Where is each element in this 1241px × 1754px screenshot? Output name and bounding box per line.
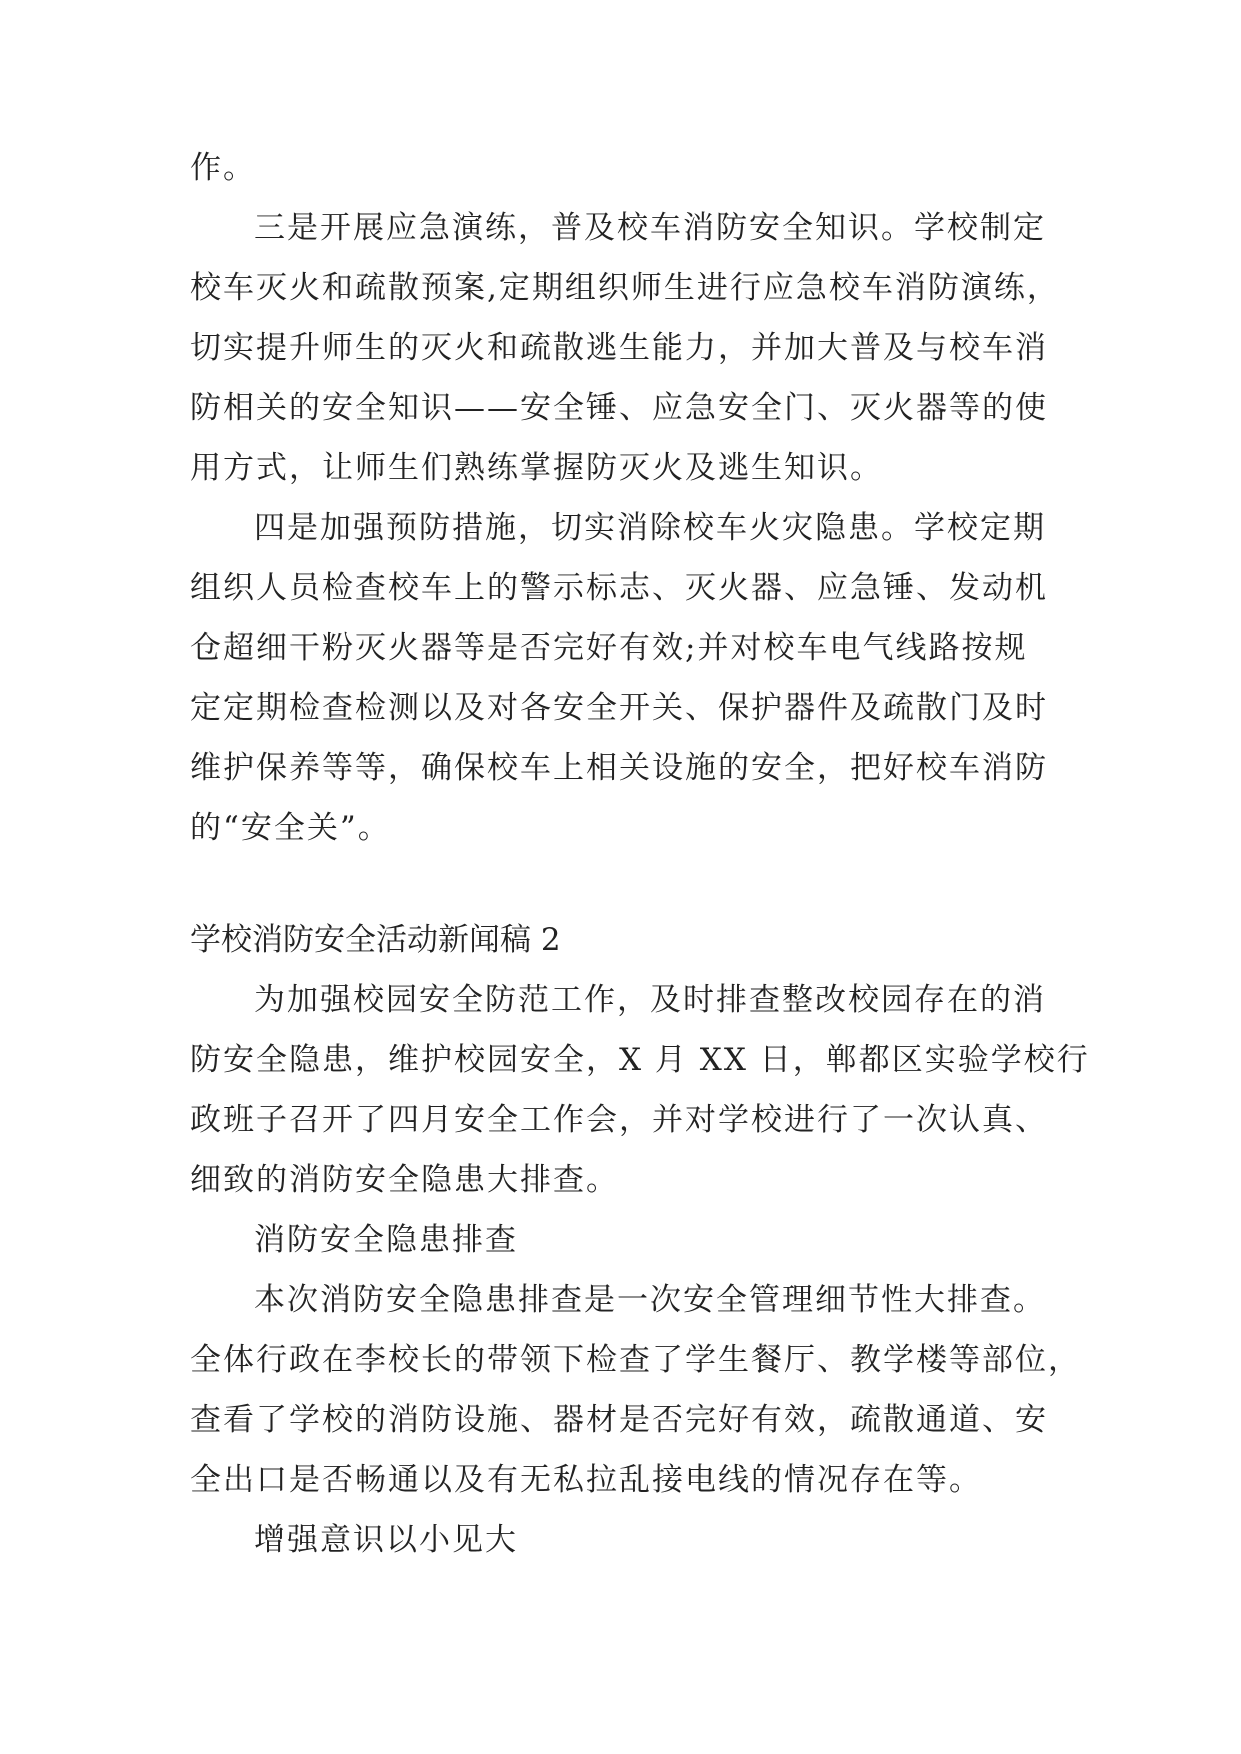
paragraph-line: 防相关的安全知识——安全锤、应急安全门、灭火器等的使 — [190, 390, 1048, 426]
paragraph-line: 定定期检查检测以及对各安全开关、保护器件及疏散门及时 — [190, 690, 1048, 726]
paragraph-line: 三是开展应急演练，普及校车消防安全知识。学校制定 — [254, 210, 1046, 246]
paragraph-line: 仓超细干粉灭火器等是否完好有效;并对校车电气线路按规 — [190, 630, 1028, 666]
paragraph-line: 切实提升师生的灭火和疏散逃生能力，并加大普及与校车消 — [190, 330, 1048, 366]
paragraph-line: 政班子召开了四月安全工作会，并对学校进行了一次认真、 — [190, 1102, 1048, 1138]
subheading: 消防安全隐患排查 — [254, 1222, 518, 1258]
paragraph-line: 作。 — [190, 150, 256, 186]
paragraph-line: 用方式，让师生们熟练掌握防灭火及逃生知识。 — [190, 450, 883, 486]
paragraph-line: 查看了学校的消防设施、器材是否完好有效，疏散通道、安 — [190, 1402, 1048, 1438]
paragraph-line: 本次消防安全隐患排查是一次安全管理细节性大排查。 — [254, 1282, 1046, 1318]
paragraph-line: 四是加强预防措施，切实消除校车火灾隐患。学校定期 — [254, 510, 1046, 546]
section-heading: 学校消防安全活动新闻稿 2 — [190, 922, 561, 958]
paragraph-line: 细致的消防安全隐患大排查。 — [190, 1162, 619, 1198]
paragraph-line: 校车灭火和疏散预案,定期组织师生进行应急校车消防演练， — [190, 270, 1060, 306]
paragraph-line: 为加强校园安全防范工作，及时排查整改校园存在的消 — [254, 982, 1046, 1018]
paragraph-line: 组织人员检查校车上的警示标志、灭火器、应急锤、发动机 — [190, 570, 1048, 606]
paragraph-line: 防安全隐患，维护校园安全，X 月 XX 日，郸都区实验学校行 — [190, 1042, 1090, 1078]
paragraph-line: 全体行政在李校长的带领下检查了学生餐厅、教学楼等部位， — [190, 1342, 1081, 1378]
paragraph-line: 维护保养等等，确保校车上相关设施的安全，把好校车消防 — [190, 750, 1048, 786]
paragraph-line: 的“安全关”。 — [190, 810, 391, 846]
paragraph-line: 全出口是否畅通以及有无私拉乱接电线的情况存在等。 — [190, 1462, 982, 1498]
subheading: 增强意识以小见大 — [254, 1522, 518, 1558]
